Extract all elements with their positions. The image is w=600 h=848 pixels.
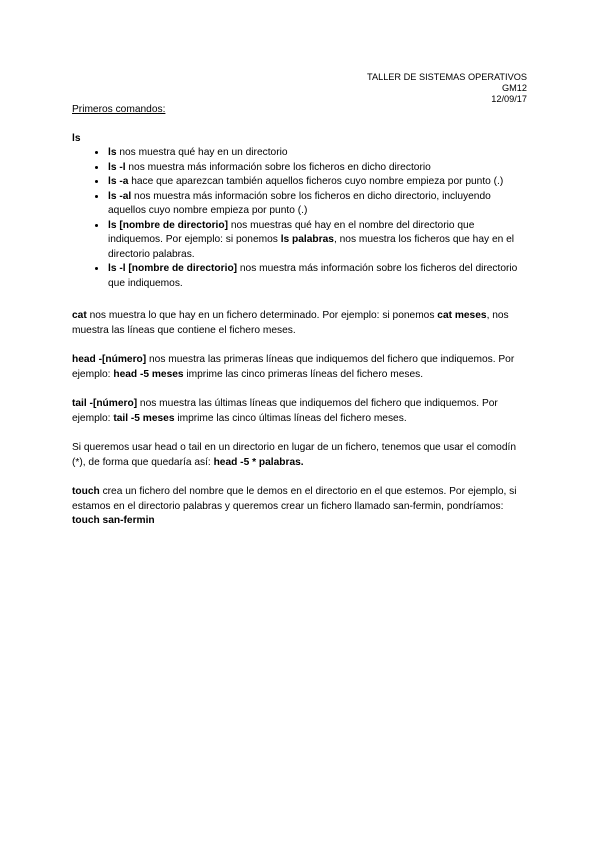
touch-paragraph [72,485,528,529]
command-description: nos muestra más información sobre los ficheros del directorio que indiquemos. [108,263,518,289]
command-description: nos muestra más información sobre los ficheros en dicho directorio [125,161,431,173]
command-name: ls -l [108,161,126,173]
list-item [107,219,528,263]
head-paragraph [72,353,528,382]
tail-paragraph [72,397,528,426]
cat-description: nos muestra lo que hay en un fichero determinado. Por ejemplo: si ponemos [86,310,438,321]
cat-command: cat [72,310,87,321]
cat-example: cat meses [437,310,487,321]
document-body [72,103,528,529]
command-description: nos muestra más información sobre los ficheros en dicho directorio, incluyendo aquellos cuyo nombre empieza por punto (.) [108,190,491,216]
list-item [107,161,528,176]
touch-command: touch [72,486,100,497]
document-header [367,72,527,105]
header-date: 12/09/17 [491,94,527,104]
command-name: ls -al [108,190,132,202]
command-name: ls [nombre de directorio] [108,219,229,231]
touch-description: crea un fichero del nombre que le demos en el directorio en el que estemos. Por ejemplo, si estamos en el directorio palabras y queremos crear un fichero llamado san-fermin, pondríamos: [72,486,517,512]
header-title: TALLER DE SISTEMAS OPERATIVOS [367,72,527,82]
header-group: GM12 [501,83,527,93]
command-description: hace que aparezcan también aquellos ficheros cuyo nombre empieza por punto (.) [128,176,504,187]
list-item [107,175,528,190]
ls-option-list [72,146,528,291]
tail-example: tail -5 meses [113,412,175,424]
wildcard-example: head -5 * palabras. [213,456,304,468]
command-example: ls palabras [280,234,334,245]
list-item [107,146,528,161]
command-name: ls -l [nombre de directorio] [108,263,238,274]
command-description-end: , nos muestra los ficheros que hay en el directorio palabras. [108,234,515,260]
touch-example: touch san-fermin [72,515,155,526]
tail-description: nos muestra las últimas líneas que indiquemos del fichero que indiquemos. Por ejemplo: [72,398,498,424]
command-description: nos muestra qué hay en un directorio [116,147,288,158]
cat-paragraph [72,309,528,338]
head-description: nos muestra las primeras líneas que indiquemos del fichero que indiquemos. Por ejemplo: [72,354,515,380]
command-name: ls -a [108,176,129,187]
ls-title: ls [72,132,81,144]
command-description: nos muestras qué hay en el nombre del directorio que indiquemos. Por ejemplo: si ponemos [108,219,475,245]
list-item [107,262,528,291]
head-example: head -5 meses [113,368,184,380]
head-command: head -[número] [72,354,147,365]
wildcard-description: Si queremos usar head o tail en un directorio en lugar de un fichero, tenemos que usar el comodín (*), de forma que quedaría así: [72,442,516,468]
wildcard-paragraph [72,441,528,470]
tail-description-end: imprime las cinco últimas líneas del fichero meses. [174,412,407,424]
head-description-end: imprime las cinco primeras líneas del fichero meses. [183,368,424,380]
cat-description-end: , nos muestra las líneas que contiene el fichero meses. [72,310,509,336]
section-heading: Primeros comandos: [72,104,166,115]
tail-command: tail -[número] [72,398,138,409]
command-name: ls [108,147,117,158]
list-item [107,190,528,219]
